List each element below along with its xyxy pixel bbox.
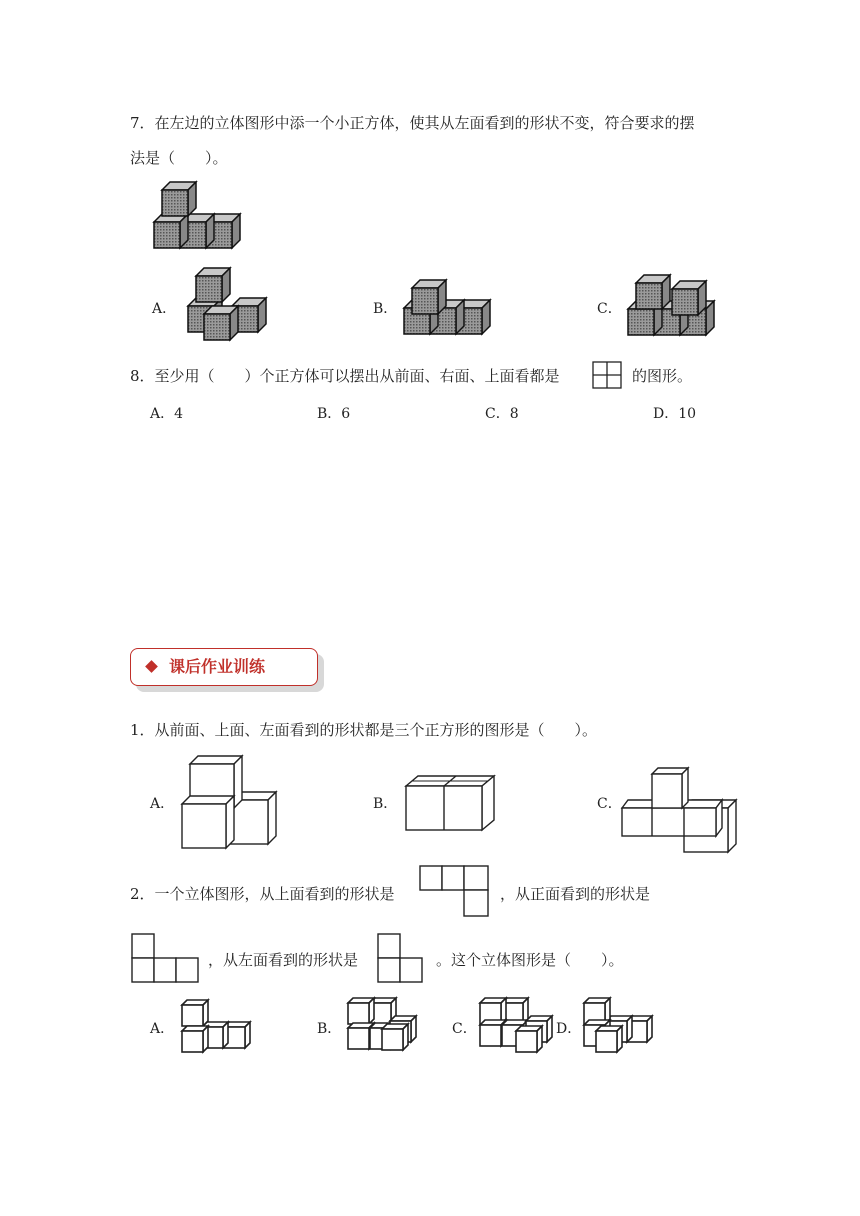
- h1-option-c[interactable]: C．: [597, 796, 622, 812]
- section-title: 课后作业训练: [169, 657, 266, 676]
- q7-option-c-figure: [628, 275, 718, 339]
- h1-option-a-figure: [180, 756, 280, 851]
- q7-option-b[interactable]: B．: [373, 301, 398, 317]
- h2-left-view-figure: [376, 932, 426, 984]
- h2-option-c-figure: [478, 998, 554, 1054]
- h2-option-b[interactable]: B．: [317, 1021, 342, 1037]
- h2-top-view-figure: [418, 864, 492, 920]
- h2-option-b-figure: [346, 998, 418, 1054]
- q8-option-d[interactable]: D．10: [653, 406, 697, 422]
- h2-option-d[interactable]: D．: [556, 1021, 582, 1037]
- h2-option-a[interactable]: A．: [150, 1021, 175, 1037]
- h1-option-c-figure: [620, 766, 730, 841]
- q8-option-b[interactable]: B．6: [317, 406, 351, 422]
- q7-option-a[interactable]: A．: [152, 301, 177, 317]
- h2-option-a-figure: [180, 1000, 252, 1054]
- h1-option-b[interactable]: B．: [373, 796, 398, 812]
- q8-grid-icon: [592, 361, 622, 389]
- q7-text-line2: 法是（ ）。: [130, 149, 228, 167]
- q7-option-b-figure: [404, 280, 494, 340]
- h2-text-part2: ，从正面看到的形状是: [500, 885, 651, 903]
- q7-main-figure: [150, 182, 250, 254]
- q7-text-line1: 7．在左边的立体图形中添一个小正方体，使其从左面看到的形状不变，符合要求的摆: [130, 114, 695, 132]
- q7-option-a-figure: [182, 268, 272, 340]
- q8-option-a[interactable]: A．4: [150, 406, 184, 422]
- h1-option-b-figure: [404, 774, 504, 834]
- h2-text-part3: ，从左面看到的形状是: [208, 951, 359, 969]
- q8-text-after: 的图形。: [632, 367, 693, 385]
- h2-text-part1: 2．一个立体图形，从上面看到的形状是: [130, 885, 395, 903]
- h2-option-d-figure: [582, 998, 654, 1054]
- section-banner: [130, 648, 318, 686]
- h1-text: 1．从前面、上面、左面看到的形状都是三个正方形的图形是（ ）。: [130, 721, 598, 739]
- h2-front-view-figure: [130, 932, 202, 984]
- h1-option-a[interactable]: A．: [150, 796, 175, 812]
- h2-text-part4: 。这个立体图形是（ ）。: [436, 951, 624, 969]
- diamond-icon: [145, 660, 158, 673]
- q8-text-before: 8．至少用（ ）个正方体可以摆出从前面、右面、上面看都是: [130, 367, 560, 385]
- q7-option-c[interactable]: C．: [597, 301, 622, 317]
- h2-option-c[interactable]: C．: [452, 1021, 477, 1037]
- q8-option-c[interactable]: C．8: [485, 406, 519, 422]
